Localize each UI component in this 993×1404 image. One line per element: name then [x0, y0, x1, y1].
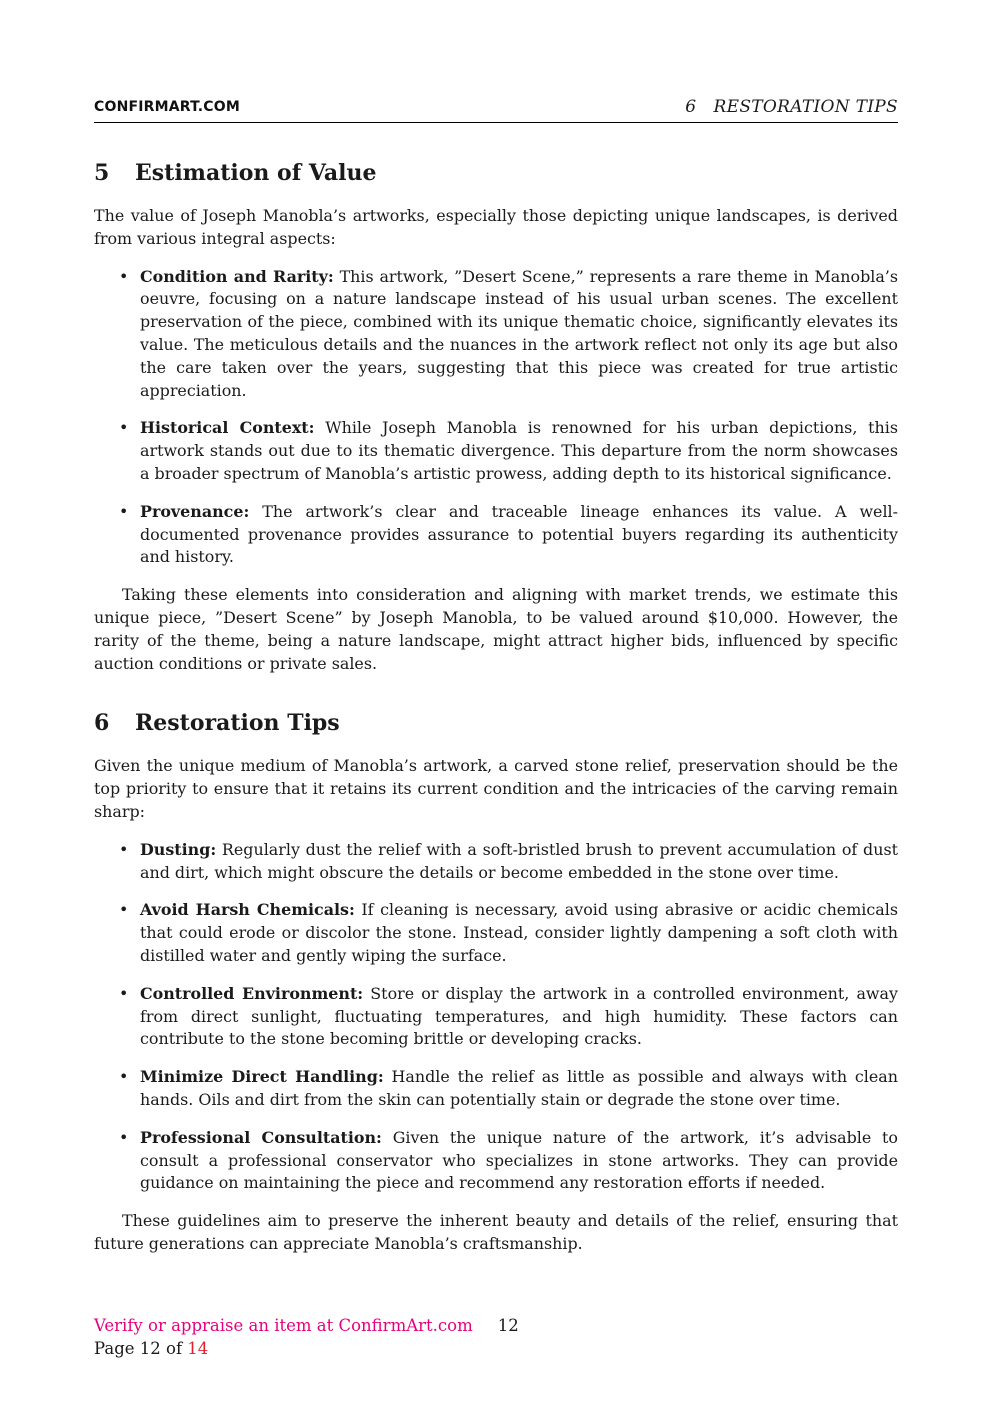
section-heading [94, 155, 898, 191]
list-item [94, 899, 898, 967]
page-counter-prefix: Page 12 of [94, 1338, 188, 1358]
list-item-text: This artwork, ”Desert Scene,” represents a rare theme in Manobla’s oeuvre, focusing on a nature landscape instead of his usual urban scenes. The excellent preservation of the piece, combined with its unique thematic choice, significantly elevates its value. The meticulous details and the nuances in the artwork reflect not only its age but also the care taken over the years, suggesting that this piece was created for true artistic appreciation. [140, 266, 899, 400]
list-item-term: Provenance: [140, 501, 250, 521]
list-item-text: The artwork’s clear and traceable lineage enhances its value. A well-documented provenance provides assurance to potential buyers regarding its authenticity and history. [140, 501, 898, 567]
section-conclusion: These guidelines aim to preserve the inherent beauty and details of the relief, ensuring that future generations can appreciate Manobla’s craftsmanship. [94, 1211, 898, 1253]
list-item-text: While Joseph Manobla is renowned for his urban depictions, this artwork stands out due to its thematic divergence. This departure from the norm showcases a broader spectrum of Manobla’s artistic prowess, adding depth to its historical significance. [140, 418, 898, 483]
list-item-text: Regularly dust the relief with a soft-bristled brush to prevent accumulation of dust and dirt, which might obscure the details or become embedded in the stone over time. [140, 839, 898, 882]
page-content [94, 155, 898, 1256]
section-estimation-of-value [94, 155, 898, 675]
total-pages-link[interactable]: 14 [187, 1338, 209, 1358]
section-heading [94, 705, 898, 741]
page-counter [94, 1338, 519, 1361]
running-header [94, 97, 898, 123]
list-item-term: Minimize Direct Handling: [140, 1067, 384, 1087]
list-item-text: If cleaning is necessary, avoid using abrasive or acidic chemicals that could erode or discolor the stone. Instead, consider lightly dampening a soft cloth with distilled water and gently wiping the surface. [140, 900, 898, 965]
section-restoration-tips [94, 705, 898, 1255]
section-number: 6 [94, 710, 110, 737]
brand-logo: CONFIRMART.COM [94, 99, 241, 115]
list-item [94, 417, 898, 485]
list-item [94, 266, 898, 403]
list-item-text: Given the unique nature of the artwork, it’s advisable to consult a professional conservator who specializes in stone artworks. They can provide guidance on maintaining the piece and recommend any restoration efforts if needed. [140, 1127, 898, 1193]
section-number: 5 [94, 160, 110, 186]
list-item-term: Professional Consultation: [140, 1127, 382, 1147]
page-footer [94, 1315, 519, 1360]
section-intro: The value of Joseph Manobla’s artworks, especially those depicting unique landscapes, is derived from various integral aspects: [94, 206, 898, 248]
restoration-tips-list [94, 839, 898, 1195]
list-item [94, 983, 898, 1051]
list-item-text: Handle the relief as little as possible and always with clean hands. Oils and dirt from the skin can potentially stain or degrade the stone over time. [140, 1067, 898, 1109]
list-item-term: Avoid Harsh Chemicals: [140, 900, 355, 920]
list-item-term: Dusting: [140, 839, 217, 859]
section-title: Estimation of Value [135, 160, 377, 186]
confirmart-link[interactable]: Verify or appraise an item at ConfirmArt.com [94, 1316, 473, 1335]
value-factors-list [94, 266, 898, 570]
list-item-term: Condition and Rarity: [140, 266, 334, 286]
list-item [94, 1127, 898, 1195]
section-intro: Given the unique medium of Manobla’s artwork, a carved stone relief, preservation should be the top priority to ensure that it retains its current condition and the intricacies of the carving remain sharp: [94, 756, 898, 821]
running-section-title: 6 RESTORATION TIPS [685, 97, 898, 117]
list-item-text: Store or display the artwork in a controlled environment, away from direct sunlight, fluctuating temperatures, and high humidity. These factors can contribute to the stone becoming brittle or developing cracks. [140, 983, 898, 1049]
list-item [94, 501, 898, 569]
list-item-term: Historical Context: [140, 418, 315, 438]
page-folio: 12 [497, 1316, 519, 1335]
list-item [94, 839, 898, 885]
section-title: Restoration Tips [135, 710, 340, 737]
section-conclusion: Taking these elements into consideration and aligning with market trends, we estimate this unique piece, ”Desert Scene” by Joseph Manobla, to be valued around $10,000. However, the rarity of the theme, being a nature landscape, might attract higher bids, influenced by specific auction conditions or private sales. [94, 585, 898, 673]
list-item [94, 1066, 898, 1112]
list-item-term: Controlled Environment: [140, 983, 364, 1003]
